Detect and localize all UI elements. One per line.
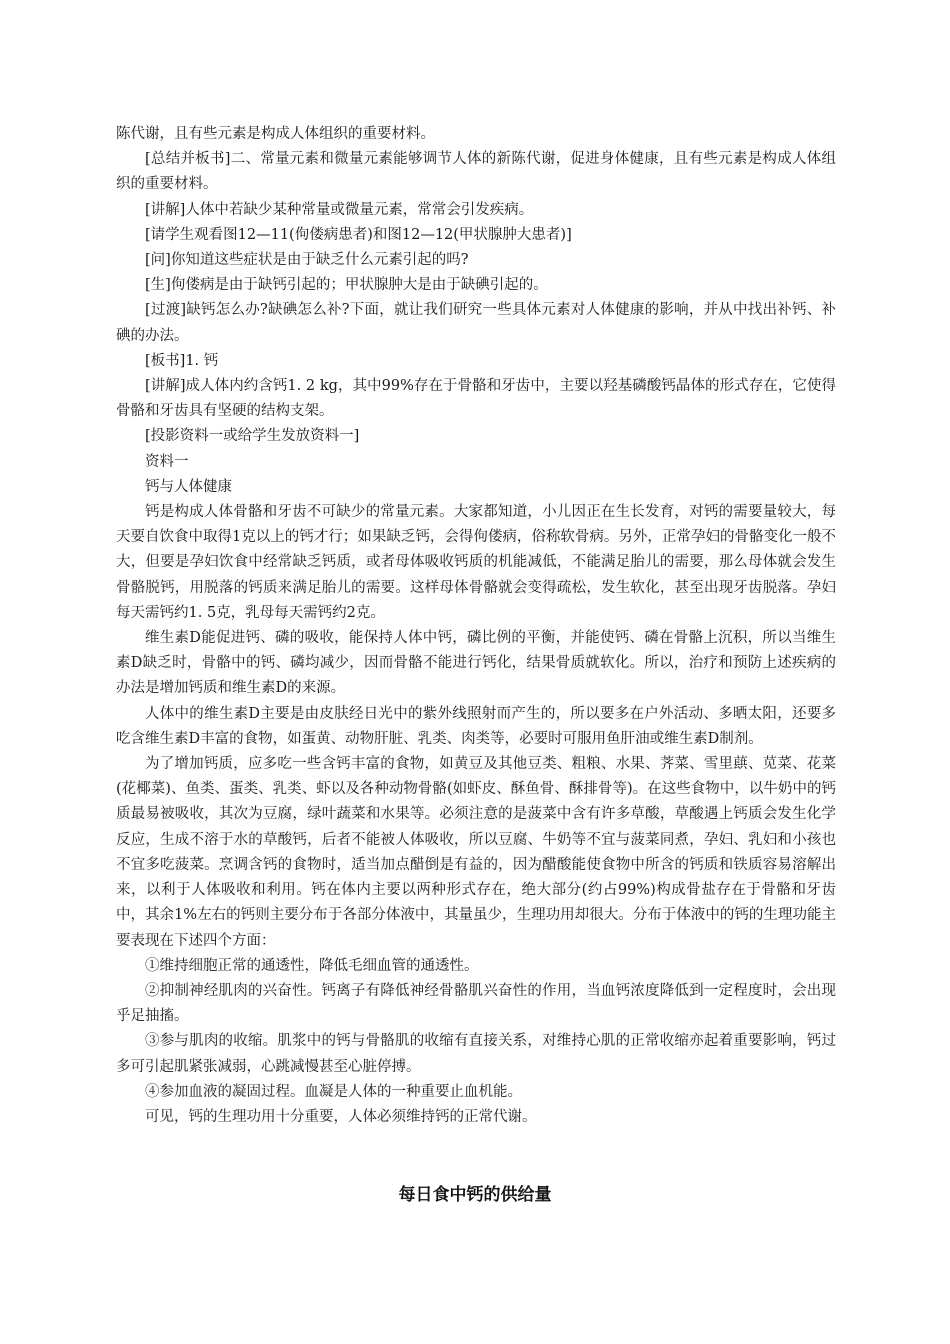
paragraph: [投影资料一或给学生发放资料一] bbox=[145, 428, 360, 445]
paragraph: 维生素D能促进钙、磷的吸收，能保持人体中钙，磷比例的平衡，并能使钙、磷在骨骼上沉积，所以当维生素D缺乏时，骨骼中的钙、磷均减少，因而骨骼不能进行钙化，结果骨质就软化。所以，治疗和预防上述疾病的办法是增加钙质和维生素D的来源。 bbox=[116, 630, 836, 697]
paragraph: 钙是构成人体骨骼和牙齿不可缺少的常量元素。大家都知道，小儿因正在生长发育，对钙的需要量较大，每天要自饮食中取得1克以上的钙才行；如果缺乏钙，会得佝偻病，俗称软骨病。另外，正常孕妇的骨骼变化一般不大，但要是孕妇饮食中经常缺乏钙质，或者母体吸收钙质的机能减低，不能满足胎儿的需要，那么母体就会发生骨骼脱钙，用脱落的钙质来满足胎儿的需要。这样母体骨骼就会变得疏松，发生软化，甚至出现牙齿脱落。孕妇每天需钙约1. 5克，乳母每天需钙约2克。 bbox=[116, 504, 836, 621]
paragraph: [请学生观看图12—11(佝偻病患者)和图12—12(甲状腺肿大患者)] bbox=[145, 226, 572, 243]
paragraph: [讲解]成人体内约含钙1. 2 kg，其中99%存在于骨骼和牙齿中，主要以羟基磷酸钙晶体的形式存在，它使得骨骼和牙齿具有坚硬的结构支架。 bbox=[116, 378, 836, 420]
paragraph: [总结并板书]二、常量元素和微量元素能够调节人体的新陈代谢，促进身体健康，且有些元素是构成人体组织的重要材料。 bbox=[116, 151, 836, 193]
section-heading: [板书]1. 钙 bbox=[145, 352, 219, 369]
paragraph: 陈代谢，且有些元素是构成人体组织的重要材料。 bbox=[116, 126, 435, 142]
list-item: ④参加血液的凝固过程。血凝是人体的一种重要止血机能。 bbox=[145, 1083, 522, 1100]
paragraph: [讲解]人体中若缺少某种常量或微量元素，常常会引发疾病。 bbox=[145, 201, 534, 218]
list-item: ①维持细胞正常的通透性，降低毛细血管的通透性。 bbox=[145, 957, 479, 974]
document-body bbox=[116, 122, 836, 1130]
list-item: ③参与肌肉的收缩。肌浆中的钙与骨骼肌的收缩有直接关系，对维持心肌的正常收缩亦起着重要影响，钙过多可引起肌紧张减弱，心跳减慢甚至心脏停搏。 bbox=[116, 1033, 836, 1075]
list-item: ②抑制神经肌肉的兴奋性。钙离子有降低神经骨骼肌兴奋性的作用，当血钙浓度降低到一定程度时，会出现乎足抽搐。 bbox=[116, 982, 836, 1025]
paragraph: 可见，钙的生理功用十分重要，人体必须维持钙的正常代谢。 bbox=[145, 1108, 537, 1125]
material-label: 资料一 bbox=[145, 453, 189, 470]
paragraph: [问]你知道这些症状是由于缺乏什么元素引起的吗? bbox=[145, 252, 469, 269]
paragraph: [过渡]缺钙怎么办?缺碘怎么补?下面，就让我们研究一些具体元素对人体健康的影响，并从中找出补钙、补碘的办法。 bbox=[116, 302, 836, 344]
paragraph: [生]佝偻病是由于缺钙引起的；甲状腺肿大是由于缺碘引起的。 bbox=[145, 277, 548, 294]
table-title: 每日食中钙的供给量 bbox=[398, 1185, 552, 1205]
material-title: 钙与人体健康 bbox=[145, 478, 232, 495]
paragraph: 人体中的维生素D主要是由皮肤经日光中的紫外线照射而产生的，所以要多在户外活动、多晒太阳，还要多吃含维生素D丰富的食物，如蛋黄、动物肝脏、乳类、肉类等，必要时可服用鱼肝油或维生素D制剂。 bbox=[116, 705, 836, 747]
paragraph: 为了增加钙质，应多吃一些含钙丰富的食物，如黄豆及其他豆类、粗粮、水果、荠菜、雪里蕻、苋菜、花菜(花椰菜)、鱼类、蛋类、乳类、虾以及各种动物骨骼(如虾皮、酥鱼骨、酥排骨等)。在这些食物中，以牛奶中的钙质最易被吸收，其次为豆腐，绿叶蔬菜和水果等。必须注意的是菠菜中含有许多草酸，草酸遇上钙质会发生化学反应，生成不溶于水的草酸钙，后者不能被人体吸收，所以豆腐、牛奶等不宜与菠菜同煮，孕妇、乳妇和小孩也不宜多吃菠菜。烹调含钙的食物时，适当加点醋倒是有益的，因为醋酸能使食物中所含的钙质和铁质容易溶解出来，以利于人体吸收和利用。钙在体内主要以两种形式存在，绝大部分(约占99%)构成骨盐存在于骨骼和牙齿中，其余1%左右的钙则主要分布于各部分体液中，其量虽少，生理功用却很大。分布于体液中的钙的生理功能主要表现在下述四个方面： bbox=[116, 756, 836, 949]
